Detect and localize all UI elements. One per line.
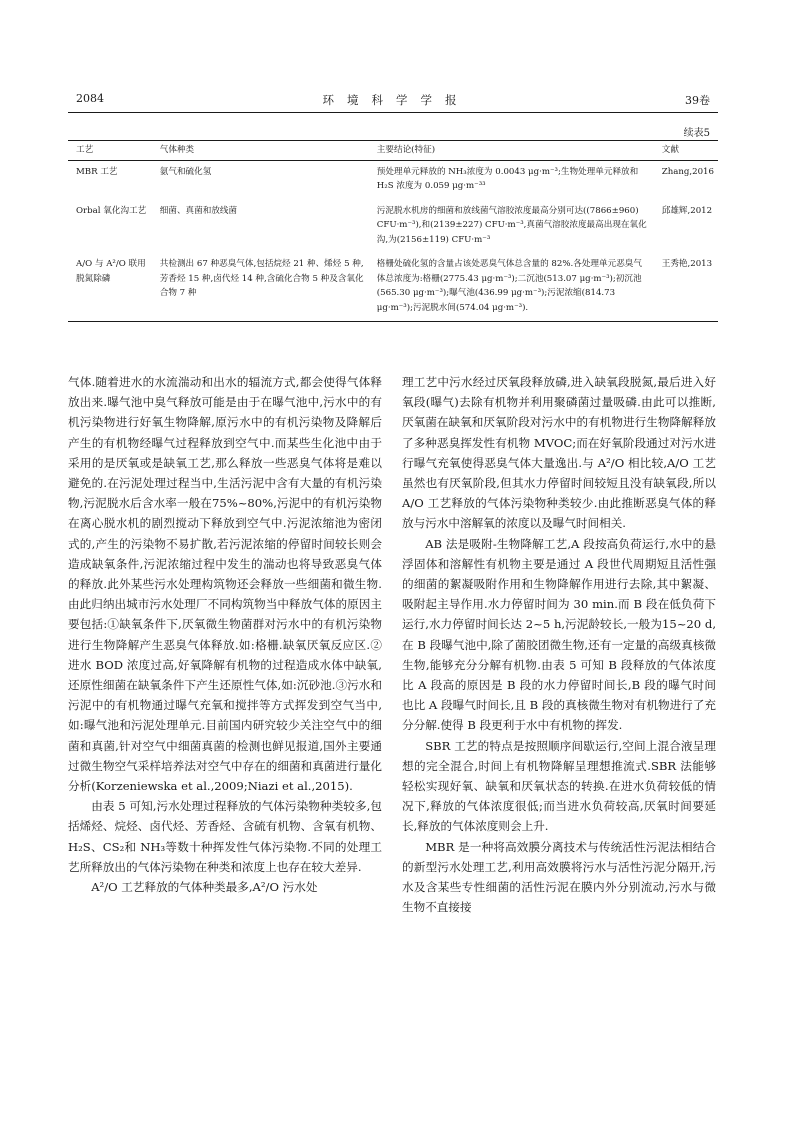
cell-ref: Zhang,2016 [661,166,714,177]
body-paragraph: 气体.随着进水的水流湍动和出水的辐流方式,都会使得气体释放出来.曝气池中臭气释放可能是由于在曝气池中,污水中的有机污染物进行好氧生物降解,原污水中的有机污染物及降解后产生的有机物经曝气过程释放到空气中.而某些生化池中由于采用的是厌氧或是缺氧工艺,那么释放一些恶臭气体将是难以避免的.在污泥处理过程当中,生活污泥中含有大量的有机污染物,污泥脱水后含水率一般在75%~80%,污泥中的有机污染物在离心脱水机的剧烈搅动下释放到空气中.污泥浓缩池为密闭式的,产生的污染物不易扩散,若污泥浓缩的停留时间较长则会造成缺氧条件,污泥浓缩过程中发生的湍动也将导致恶臭气体的释放.此外某些污水处理构筑物还会释放一些细菌和微生物.由此归纳出城市污水处理厂不同构筑物当中释放气体的原因主要包括:①缺氧条件下,厌氧微生物菌群对污水中的有机污染物进行生物降解产生恶臭气体释放.如:格栅.缺氧厌氧反应区.②进水 BOD 浓度过高,好氧降解有机物的过程造成水体中缺氧,还原性细菌在缺氧条件下产生还原性气体,如:沉砂池.③污水和污泥中的有机物通过曝气充氧和搅拌等方式挥发到空气当中,如:曝气池和污泥处理单元.目前国内研究较少关注空气中的细菌和真菌,针对空气中细菌真菌的检测也鲜见报道,国外主要通过微生物空气采样培养法对空气中存在的细菌和真菌进行量化分析(Korzeniewska et al.,2009;Niazi et al.,2015). [68,375,382,794]
cell-conclusion: 预处理单元释放的 NH₃浓度为 0.0043 μg·m⁻³;生物处理单元释放和 H₂S 浓度为 0.059 μg·m⁻³³ [376,166,639,191]
cell-ref: 王秀艳,2013 [654,253,718,322]
header-rule [68,112,718,113]
column-header: 工艺 [68,141,152,161]
table-row [68,160,718,200]
column-header: 文献 [654,141,718,161]
column-header: 气体种类 [152,141,369,161]
cell-conclusion: 格栅处硫化氢的含量占该处恶臭气体总含量的 82%.各处理单元恶臭气体总浓度为:格栅(2775.43 μg·m⁻³);二沉池(513.07 μg·m⁻³);初沉池(565.30 μg·m⁻³);曝气池(436.99 μg·m⁻³);污泥浓缩(814.73 μg·m⁻³);污泥脱水间(574.04 μg·m⁻³). [369,253,654,322]
page-number: 2084 [76,92,104,105]
volume-label: 39卷 [685,94,710,107]
cell-conclusion: 污泥脱水机房的细菌和放线菌气溶胶浓度最高分别可达((7866±960) CFU·m⁻³),和(2139±227) CFU·m⁻³,真菌气溶胶浓度最高出现在氧化沟,为(2156±119) CFU·m⁻³ [376,205,647,245]
table-header-row [68,141,718,161]
body-paragraph: 理工艺中污水经过厌氧段释放磷,进入缺氧段脱氮,最后进入好氧段(曝气)去除有机物并利用聚磷菌过量吸磷.由此可以推断,厌氧菌在缺氧和厌氧阶段对污水中的有机物进行生物降解释放了多种恶臭挥发性有机物 MVOC;而在好氧阶段通过对污水进行曝气充氧使得恶臭气体大量逸出.与 A²/O 相比较,A/O 工艺虽然也有厌氧阶段,但其水力停留时间较短且没有缺氧段,所以 A/O 工艺释放的气体污染物种类较少.由此推断恶臭气体的释放与污水中溶解氧的浓度以及曝气时间相关. [402,375,716,531]
table-row [68,253,718,322]
data-table [68,140,718,322]
table-row [68,200,718,254]
body-paragraph: AB 法是吸附-生物降解工艺,A 段按高负荷运行,水中的悬浮固体和溶解性有机物主要是通过 A 段世代周期短且活性强的细菌的絮凝吸附作用和生物降解作用进行去除,其中絮凝、吸附起主导作用.水力停留时间为 30 min.而 B 段在低负荷下运行,水力停留时间长达 2~5 h,污泥龄较长,一般为15~20 d,在 B 段曝气池中,除了菌胶团微生物,还有一定量的高级真核微生物,能够充分分解有机物.由表 5 可知 B 段释放的气体浓度比 A 段高的原因是 B 段的水力停留时间长,B 段的曝气时间也比 A 段曝气时间长,且 B 段的真核微生物对有机物进行了充分分解.使得 B 段更利于水中有机物的挥发. [402,536,716,733]
cell-gas: 氨气和硫化氢 [159,166,212,177]
cell-process: Orbal 氧化沟工艺 [76,205,147,216]
cell-process: A/O 与 A²/O 联用脱氮除磷 [68,253,152,322]
body-paragraph: MBR 是一种将高效膜分离技术与传统活性污泥法相结合的新型污水处理工艺,利用高效膜将污水与活性污泥分隔开,污水及含某些专性细菌的活性污泥在膜内外分别流动,污水与微生物不直接接 [402,839,716,915]
body-paragraph: 由表 5 可知,污水处理过程释放的气体污染物种类较多,包括烯烃、烷烃、卤代烃、芳香烃、含硫有机物、含氧有机物、H₂S、CS₂和 NH₃等数十种挥发性气体污染物.不同的处理工艺所释放出的气体污染物在种类和浓度上也存在较大差异. [68,799,382,874]
cell-process: MBR 工艺 [76,166,118,177]
body-paragraph: SBR 工艺的特点是按照顺序间歇运行,空间上混合液呈理想的完全混合,时间上有机物降解呈理想推流式.SBR 法能够轻松实现好氧、缺氧和厌氧状态的转换.在进水负荷较低的情况下,释放的气体浓度很低;而当进水负荷较高,厌氧时间要延长,释放的气体浓度则会上升. [402,738,716,834]
table-continued-label: 续表5 [683,128,710,139]
left-text-column [68,372,382,897]
cell-gas: 共检测出 67 种恶臭气体,包括烷烃 21 种、烯烃 5 种,芳香烃 15 种,卤代烃 14 种,含硫化合物 5 种及含氧化合物 7 种 [152,253,369,322]
cell-ref: 邱雄辉,2012 [661,205,713,216]
column-header: 主要结论(特征) [369,141,654,161]
right-text-column [402,372,716,917]
cell-gas: 细菌、真菌和放线菌 [159,205,238,216]
body-paragraph: A²/O 工艺释放的气体种类最多,A²/O 污水处 [91,880,318,895]
journal-title: 环境科学学报 [322,93,470,107]
